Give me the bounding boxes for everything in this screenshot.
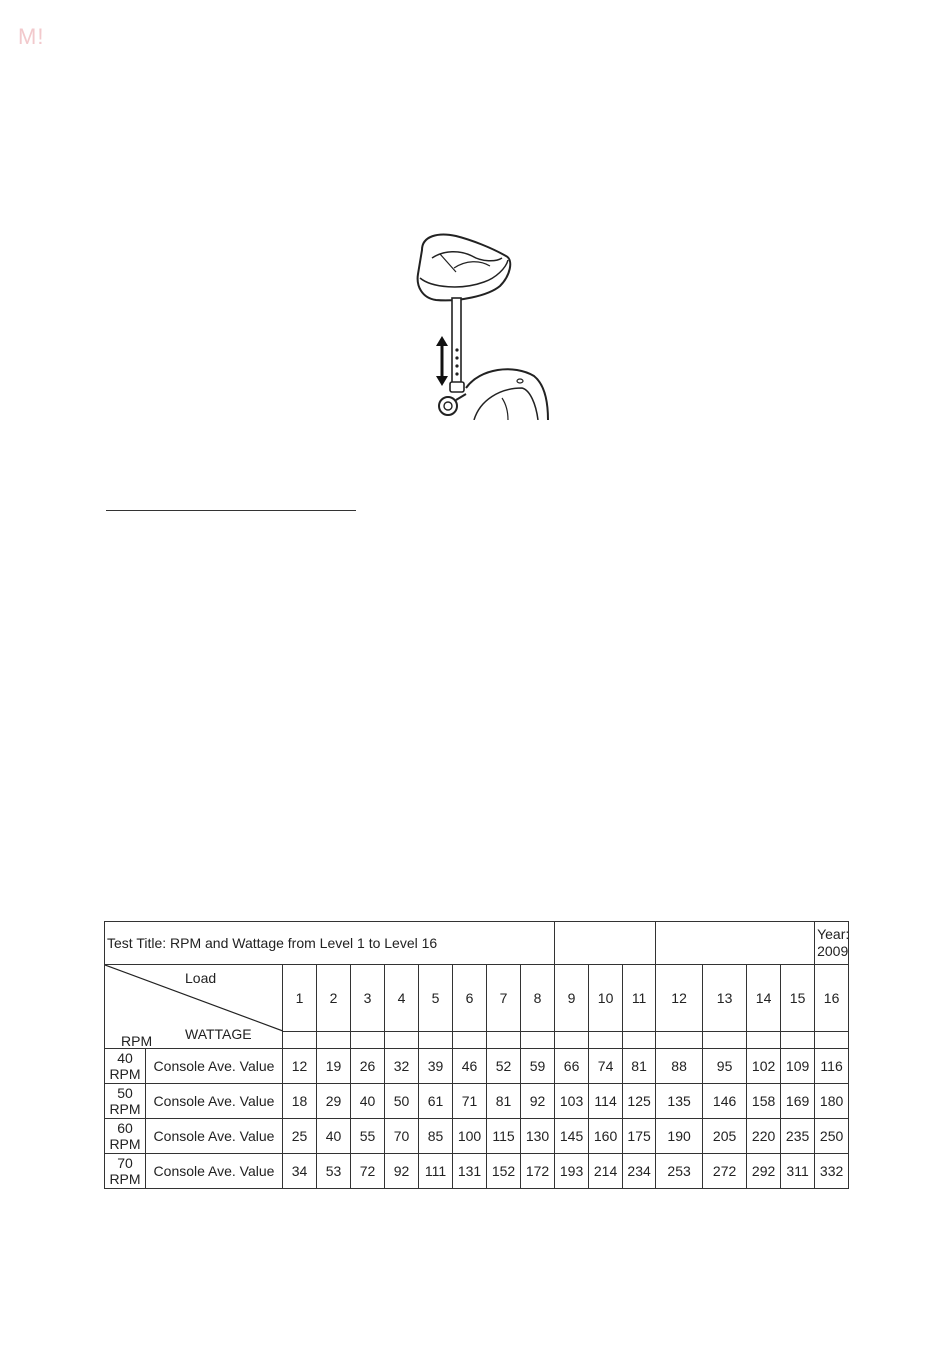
wattage-value: 61: [419, 1084, 453, 1119]
empty-cell: [555, 1032, 589, 1049]
wattage-value: 100: [453, 1119, 487, 1154]
wattage-value: 34: [283, 1154, 317, 1189]
wattage-value: 131: [453, 1154, 487, 1189]
rpm-wattage-table: [104, 921, 849, 1189]
level-header: 8: [521, 965, 555, 1032]
wattage-value: 311: [781, 1154, 815, 1189]
wattage-value: 175: [623, 1119, 656, 1154]
rpm-cell: [105, 1084, 146, 1119]
empty-cell: [385, 1032, 419, 1049]
rpm-value: 50: [117, 1085, 133, 1101]
wattage-value: 158: [747, 1084, 781, 1119]
wattage-value: 81: [623, 1049, 656, 1084]
rpm-unit: RPM: [109, 1171, 141, 1187]
wattage-value: 169: [781, 1084, 815, 1119]
year-value: 2009: [817, 943, 849, 959]
empty-cell: [623, 1032, 656, 1049]
rpm-value: 70: [117, 1155, 133, 1171]
year-label: Year:: [817, 926, 850, 942]
wattage-value: 250: [815, 1119, 849, 1154]
level-header: 14: [747, 965, 781, 1032]
wattage-value: 145: [555, 1119, 589, 1154]
wattage-value: 85: [419, 1119, 453, 1154]
wattage-value: 59: [521, 1049, 555, 1084]
level-header: 13: [703, 965, 747, 1032]
wattage-value: 92: [521, 1084, 555, 1119]
level-header: 9: [555, 965, 589, 1032]
wattage-value: 66: [555, 1049, 589, 1084]
load-label: Load: [185, 970, 217, 986]
wattage-value: 180: [815, 1084, 849, 1119]
table-row: [105, 1084, 849, 1119]
level-header: 1: [283, 965, 317, 1032]
blank-header-cell: [555, 922, 656, 965]
empty-cell: [351, 1032, 385, 1049]
level-header: 5: [419, 965, 453, 1032]
empty-cell: [815, 1032, 849, 1049]
wattage-value: 253: [656, 1154, 703, 1189]
empty-cell: [703, 1032, 747, 1049]
wattage-value: 32: [385, 1049, 419, 1084]
rpm-cell: [105, 1049, 146, 1084]
wattage-value: 115: [487, 1119, 521, 1154]
rpm-value: 60: [117, 1120, 133, 1136]
wattage-value: 205: [703, 1119, 747, 1154]
level-header: 16: [815, 965, 849, 1032]
wattage-value: 70: [385, 1119, 419, 1154]
wattage-value: 46: [453, 1049, 487, 1084]
row-label: Console Ave. Value: [146, 1154, 283, 1189]
wattage-value: 40: [351, 1084, 385, 1119]
rpm-value: 40: [117, 1050, 133, 1066]
wattage-value: 39: [419, 1049, 453, 1084]
test-title: Test Title: RPM and Wattage from Level 1 to Level 16: [105, 922, 555, 965]
level-header-row: [105, 965, 849, 1032]
wattage-value: 71: [453, 1084, 487, 1119]
wattage-value: 95: [703, 1049, 747, 1084]
wattage-value: 52: [487, 1049, 521, 1084]
rpm-label: RPM: [121, 1033, 153, 1049]
table-row: [105, 1119, 849, 1154]
rpm-cell: [105, 1154, 146, 1189]
rpm-unit: RPM: [109, 1066, 141, 1082]
wattage-label: WATTAGE: [185, 1026, 252, 1042]
wattage-value: 88: [656, 1049, 703, 1084]
row-label: Console Ave. Value: [146, 1119, 283, 1154]
empty-cell: [419, 1032, 453, 1049]
wattage-value: 152: [487, 1154, 521, 1189]
level-header: 6: [453, 965, 487, 1032]
diagonal-header-cell: [105, 965, 283, 1049]
rpm-unit: RPM: [109, 1136, 141, 1152]
wattage-value: 74: [589, 1049, 623, 1084]
rpm-cell: [105, 1119, 146, 1154]
wattage-value: 12: [283, 1049, 317, 1084]
level-header: 3: [351, 965, 385, 1032]
brand-logo: M!: [18, 24, 45, 49]
wattage-value: 292: [747, 1154, 781, 1189]
wattage-value: 102: [747, 1049, 781, 1084]
level-header: 7: [487, 965, 521, 1032]
empty-cell: [317, 1032, 351, 1049]
wattage-value: 18: [283, 1084, 317, 1119]
wattage-value: 50: [385, 1084, 419, 1119]
rpm-unit: RPM: [109, 1101, 141, 1117]
wattage-value: 234: [623, 1154, 656, 1189]
wattage-value: 135: [656, 1084, 703, 1119]
empty-cell: [453, 1032, 487, 1049]
wattage-value: 103: [555, 1084, 589, 1119]
wattage-value: 116: [815, 1049, 849, 1084]
wattage-value: 26: [351, 1049, 385, 1084]
wattage-value: 332: [815, 1154, 849, 1189]
row-label: Console Ave. Value: [146, 1084, 283, 1119]
wattage-value: 109: [781, 1049, 815, 1084]
wattage-value: 214: [589, 1154, 623, 1189]
wattage-value: 172: [521, 1154, 555, 1189]
blank-header-cell: [656, 922, 815, 965]
section-heading-underline: [106, 510, 356, 511]
wattage-value: 19: [317, 1049, 351, 1084]
empty-cell: [487, 1032, 521, 1049]
wattage-value: 190: [656, 1119, 703, 1154]
wattage-value: 235: [781, 1119, 815, 1154]
row-label: Console Ave. Value: [146, 1049, 283, 1084]
wattage-value: 92: [385, 1154, 419, 1189]
wattage-value: 72: [351, 1154, 385, 1189]
wattage-value: 160: [589, 1119, 623, 1154]
table-row: [105, 1049, 849, 1084]
level-header: 10: [589, 965, 623, 1032]
empty-cell: [747, 1032, 781, 1049]
wattage-value: 146: [703, 1084, 747, 1119]
wattage-value: 272: [703, 1154, 747, 1189]
level-header: 15: [781, 965, 815, 1032]
seat-post-adjustment-illustration: [410, 228, 552, 420]
wattage-value: 193: [555, 1154, 589, 1189]
year-cell: [815, 922, 849, 965]
empty-cell: [283, 1032, 317, 1049]
wattage-value: 220: [747, 1119, 781, 1154]
wattage-value: 125: [623, 1084, 656, 1119]
wattage-value: 111: [419, 1154, 453, 1189]
level-header: 12: [656, 965, 703, 1032]
wattage-value: 55: [351, 1119, 385, 1154]
empty-cell: [589, 1032, 623, 1049]
wattage-value: 130: [521, 1119, 555, 1154]
empty-cell: [656, 1032, 703, 1049]
wattage-value: 81: [487, 1084, 521, 1119]
empty-cell: [521, 1032, 555, 1049]
level-header: 11: [623, 965, 656, 1032]
wattage-value: 25: [283, 1119, 317, 1154]
title-row: [105, 922, 849, 965]
table-row: [105, 1154, 849, 1189]
wattage-value: 29: [317, 1084, 351, 1119]
wattage-value: 114: [589, 1084, 623, 1119]
level-header: 4: [385, 965, 419, 1032]
wattage-value: 53: [317, 1154, 351, 1189]
wattage-value: 40: [317, 1119, 351, 1154]
empty-cell: [781, 1032, 815, 1049]
level-header: 2: [317, 965, 351, 1032]
